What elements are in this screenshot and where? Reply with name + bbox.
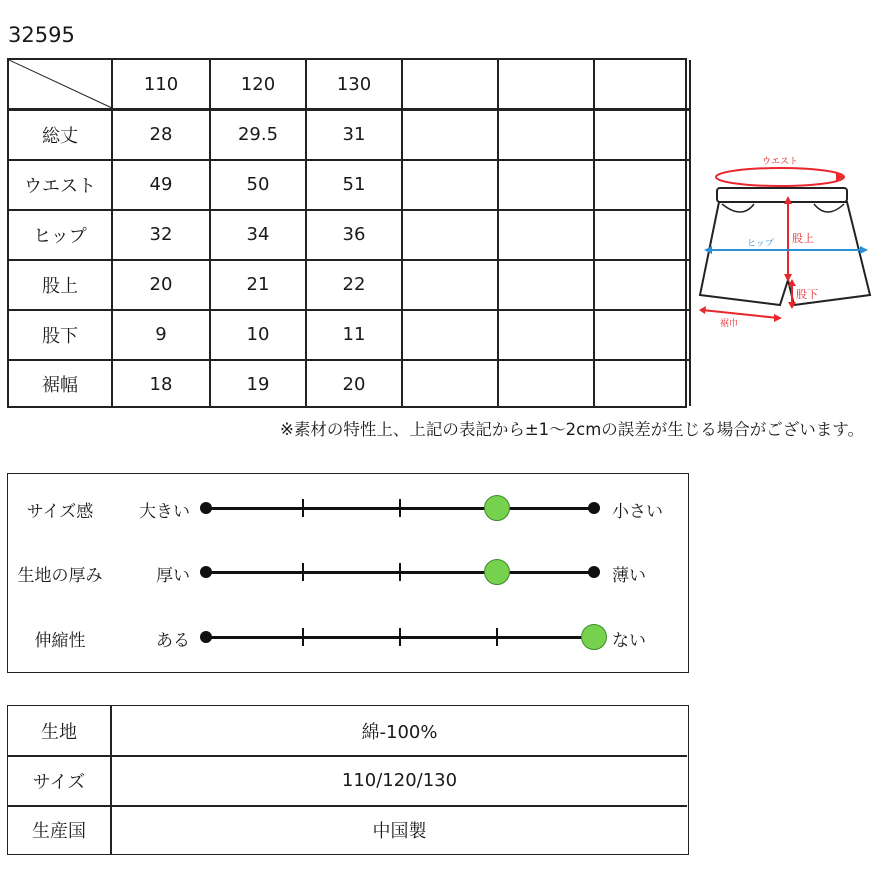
row-label-total-length: 総丈	[42, 125, 78, 147]
material-label-fabric: 生地	[41, 721, 77, 743]
rating-tick	[399, 499, 401, 517]
rise-label: 股上	[792, 232, 814, 245]
rating-tick	[302, 628, 304, 646]
rating-right-label: 小さい	[612, 502, 663, 522]
row-label-waist: ウエスト	[24, 175, 96, 197]
material-label-size: サイズ	[32, 771, 86, 793]
rating-endpoint	[588, 502, 600, 514]
table-cell: 19	[246, 373, 270, 395]
table-cell: 20	[342, 373, 366, 395]
table-cell: 18	[149, 373, 173, 395]
table-cell: 51	[342, 174, 366, 195]
rating-endpoint	[200, 631, 212, 643]
rating-label: 生地の厚み	[17, 566, 103, 586]
material-value-size: 110/120/130	[341, 770, 458, 791]
waist-label: ウエスト	[761, 157, 799, 167]
row-label-hem-width: 裾幅	[42, 375, 78, 396]
table-cell: 21	[246, 274, 270, 295]
row-label-hip: ヒップ	[33, 225, 87, 247]
table-cell: 32	[149, 224, 173, 245]
table-cell: 31	[342, 124, 366, 145]
table-cell: 49	[149, 174, 173, 195]
table-cell: 10	[246, 324, 270, 345]
rating-right-label: 薄い	[612, 566, 646, 586]
material-value-origin: 中国製	[372, 821, 427, 842]
table-cell: 22	[342, 274, 366, 295]
rating-endpoint	[200, 566, 212, 578]
rating-box	[7, 473, 689, 673]
row-label-inseam: 股下	[42, 325, 78, 347]
size-table	[7, 58, 687, 408]
size-header-120: 120	[240, 73, 276, 95]
table-cell: 34	[246, 224, 270, 245]
table-cell: 9	[155, 324, 167, 345]
hem-label: 裾巾	[720, 319, 739, 329]
rating-marker[interactable]	[484, 495, 510, 521]
size-header-130: 130	[336, 73, 372, 95]
rating-tick	[302, 499, 304, 517]
table-cell: 50	[246, 174, 270, 195]
rating-left-label: 大きい	[139, 502, 190, 522]
table-cell: 20	[149, 274, 173, 295]
table-cell: 36	[342, 224, 366, 245]
hip-label: ヒップ	[747, 239, 774, 249]
rating-left-label: ある	[156, 631, 190, 651]
rating-left-label: 厚い	[156, 566, 190, 586]
shorts-measurement-diagram	[692, 150, 877, 330]
rating-marker[interactable]	[484, 559, 510, 585]
table-cell: 11	[342, 324, 366, 345]
rating-marker[interactable]	[581, 624, 607, 650]
rating-label: サイズ感	[26, 502, 94, 522]
rating-endpoint	[200, 502, 212, 514]
rating-label: 伸縮性	[34, 631, 86, 651]
rating-right-label: ない	[612, 631, 646, 651]
material-label-origin: 生産国	[32, 821, 86, 842]
size-header-110: 110	[143, 73, 179, 95]
rating-tick	[399, 628, 401, 646]
product-code: 32595	[8, 23, 75, 47]
rating-tick	[496, 628, 498, 646]
material-table	[7, 705, 689, 855]
table-cell: 28	[149, 124, 173, 145]
rating-tick	[399, 563, 401, 581]
measurement-note: ※素材の特性上、上記の表記から±1〜2cmの誤差が生じる場合がございます。	[280, 420, 864, 439]
row-label-rise: 股上	[42, 275, 78, 297]
header-diagonal-line	[9, 60, 114, 110]
inseam-label: 股下	[796, 288, 818, 301]
material-value-fabric: 綿-100%	[361, 721, 438, 743]
rating-tick	[302, 563, 304, 581]
table-cell: 29.5	[237, 124, 279, 145]
rating-endpoint	[588, 566, 600, 578]
